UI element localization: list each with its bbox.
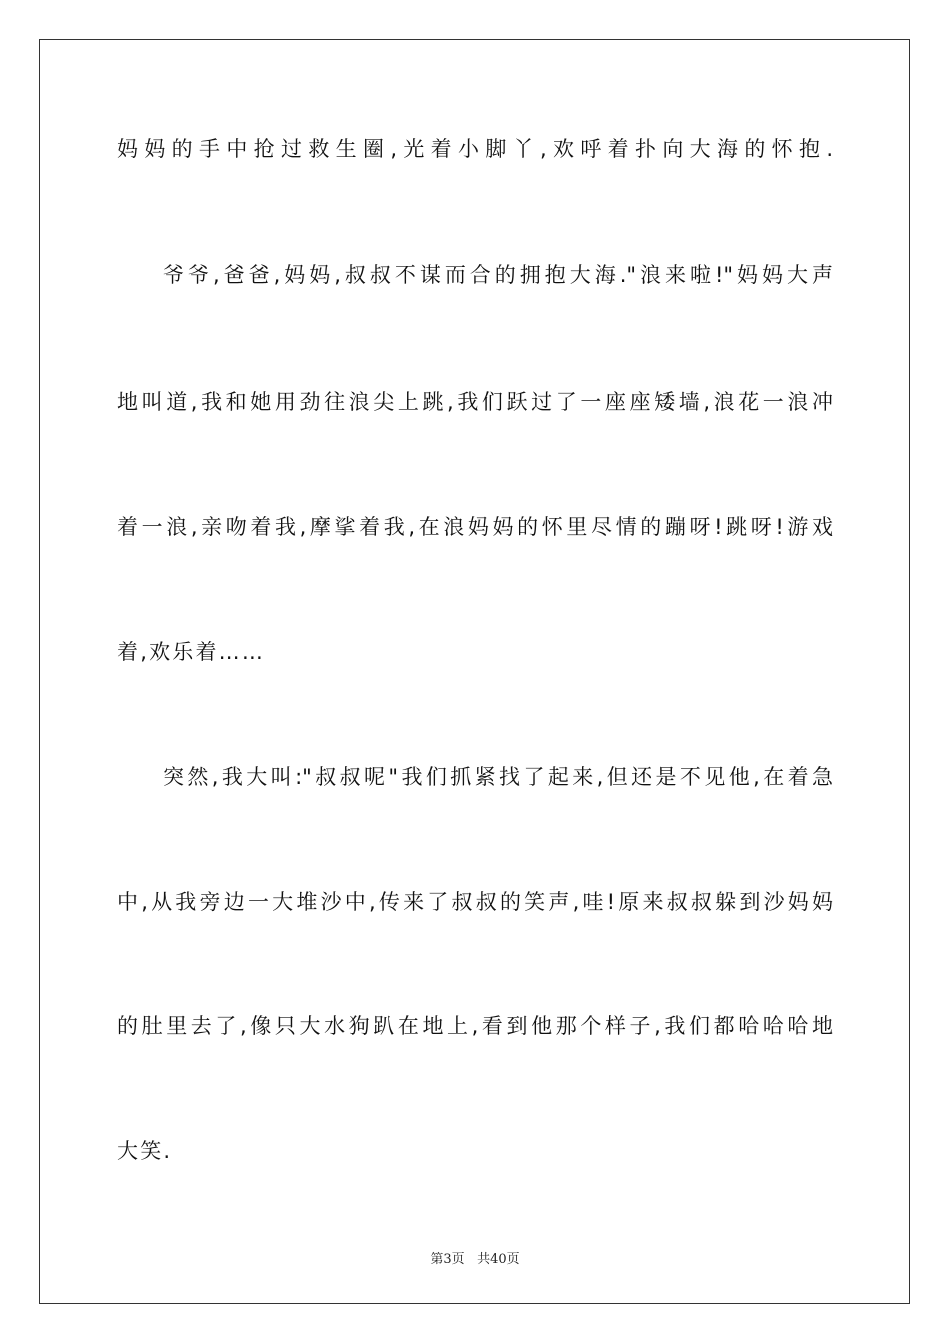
paragraph-3-line-4: 大笑. — [117, 1139, 173, 1163]
paragraph-2-line-1: 爷爷,爸爸,妈妈,叔叔不谋而合的拥抱大海."浪来啦!"妈妈大声 — [163, 263, 833, 287]
paragraph-2-line-2: 地叫道,我和她用劲往浪尖上跳,我们跃过了一座座矮墙,浪花一浪冲 — [117, 390, 833, 414]
page-footer — [0, 1248, 950, 1267]
page-number: 第3页 — [430, 1252, 465, 1267]
paragraph-3-line-2: 中,从我旁边一大堆沙中,传来了叔叔的笑声,哇!原来叔叔躲到沙妈妈 — [117, 890, 833, 914]
paragraph-1-line-1: 妈妈的手中抢过救生圈,光着小脚丫,欢呼着扑向大海的怀抱. — [117, 137, 833, 161]
paragraph-2-line-3: 着一浪,亲吻着我,摩挲着我,在浪妈妈的怀里尽情的蹦呀!跳呀!游戏 — [117, 515, 833, 539]
paragraph-2-line-4: 着,欢乐着…… — [117, 640, 266, 664]
total-pages: 共40页 — [477, 1252, 520, 1267]
paragraph-3-line-3: 的肚里去了,像只大水狗趴在地上,看到他那个样子,我们都哈哈哈地 — [117, 1014, 833, 1038]
paragraph-3-line-1: 突然,我大叫:"叔叔呢"我们抓紧找了起来,但还是不见他,在着急 — [163, 765, 833, 789]
page-frame — [39, 39, 910, 1304]
